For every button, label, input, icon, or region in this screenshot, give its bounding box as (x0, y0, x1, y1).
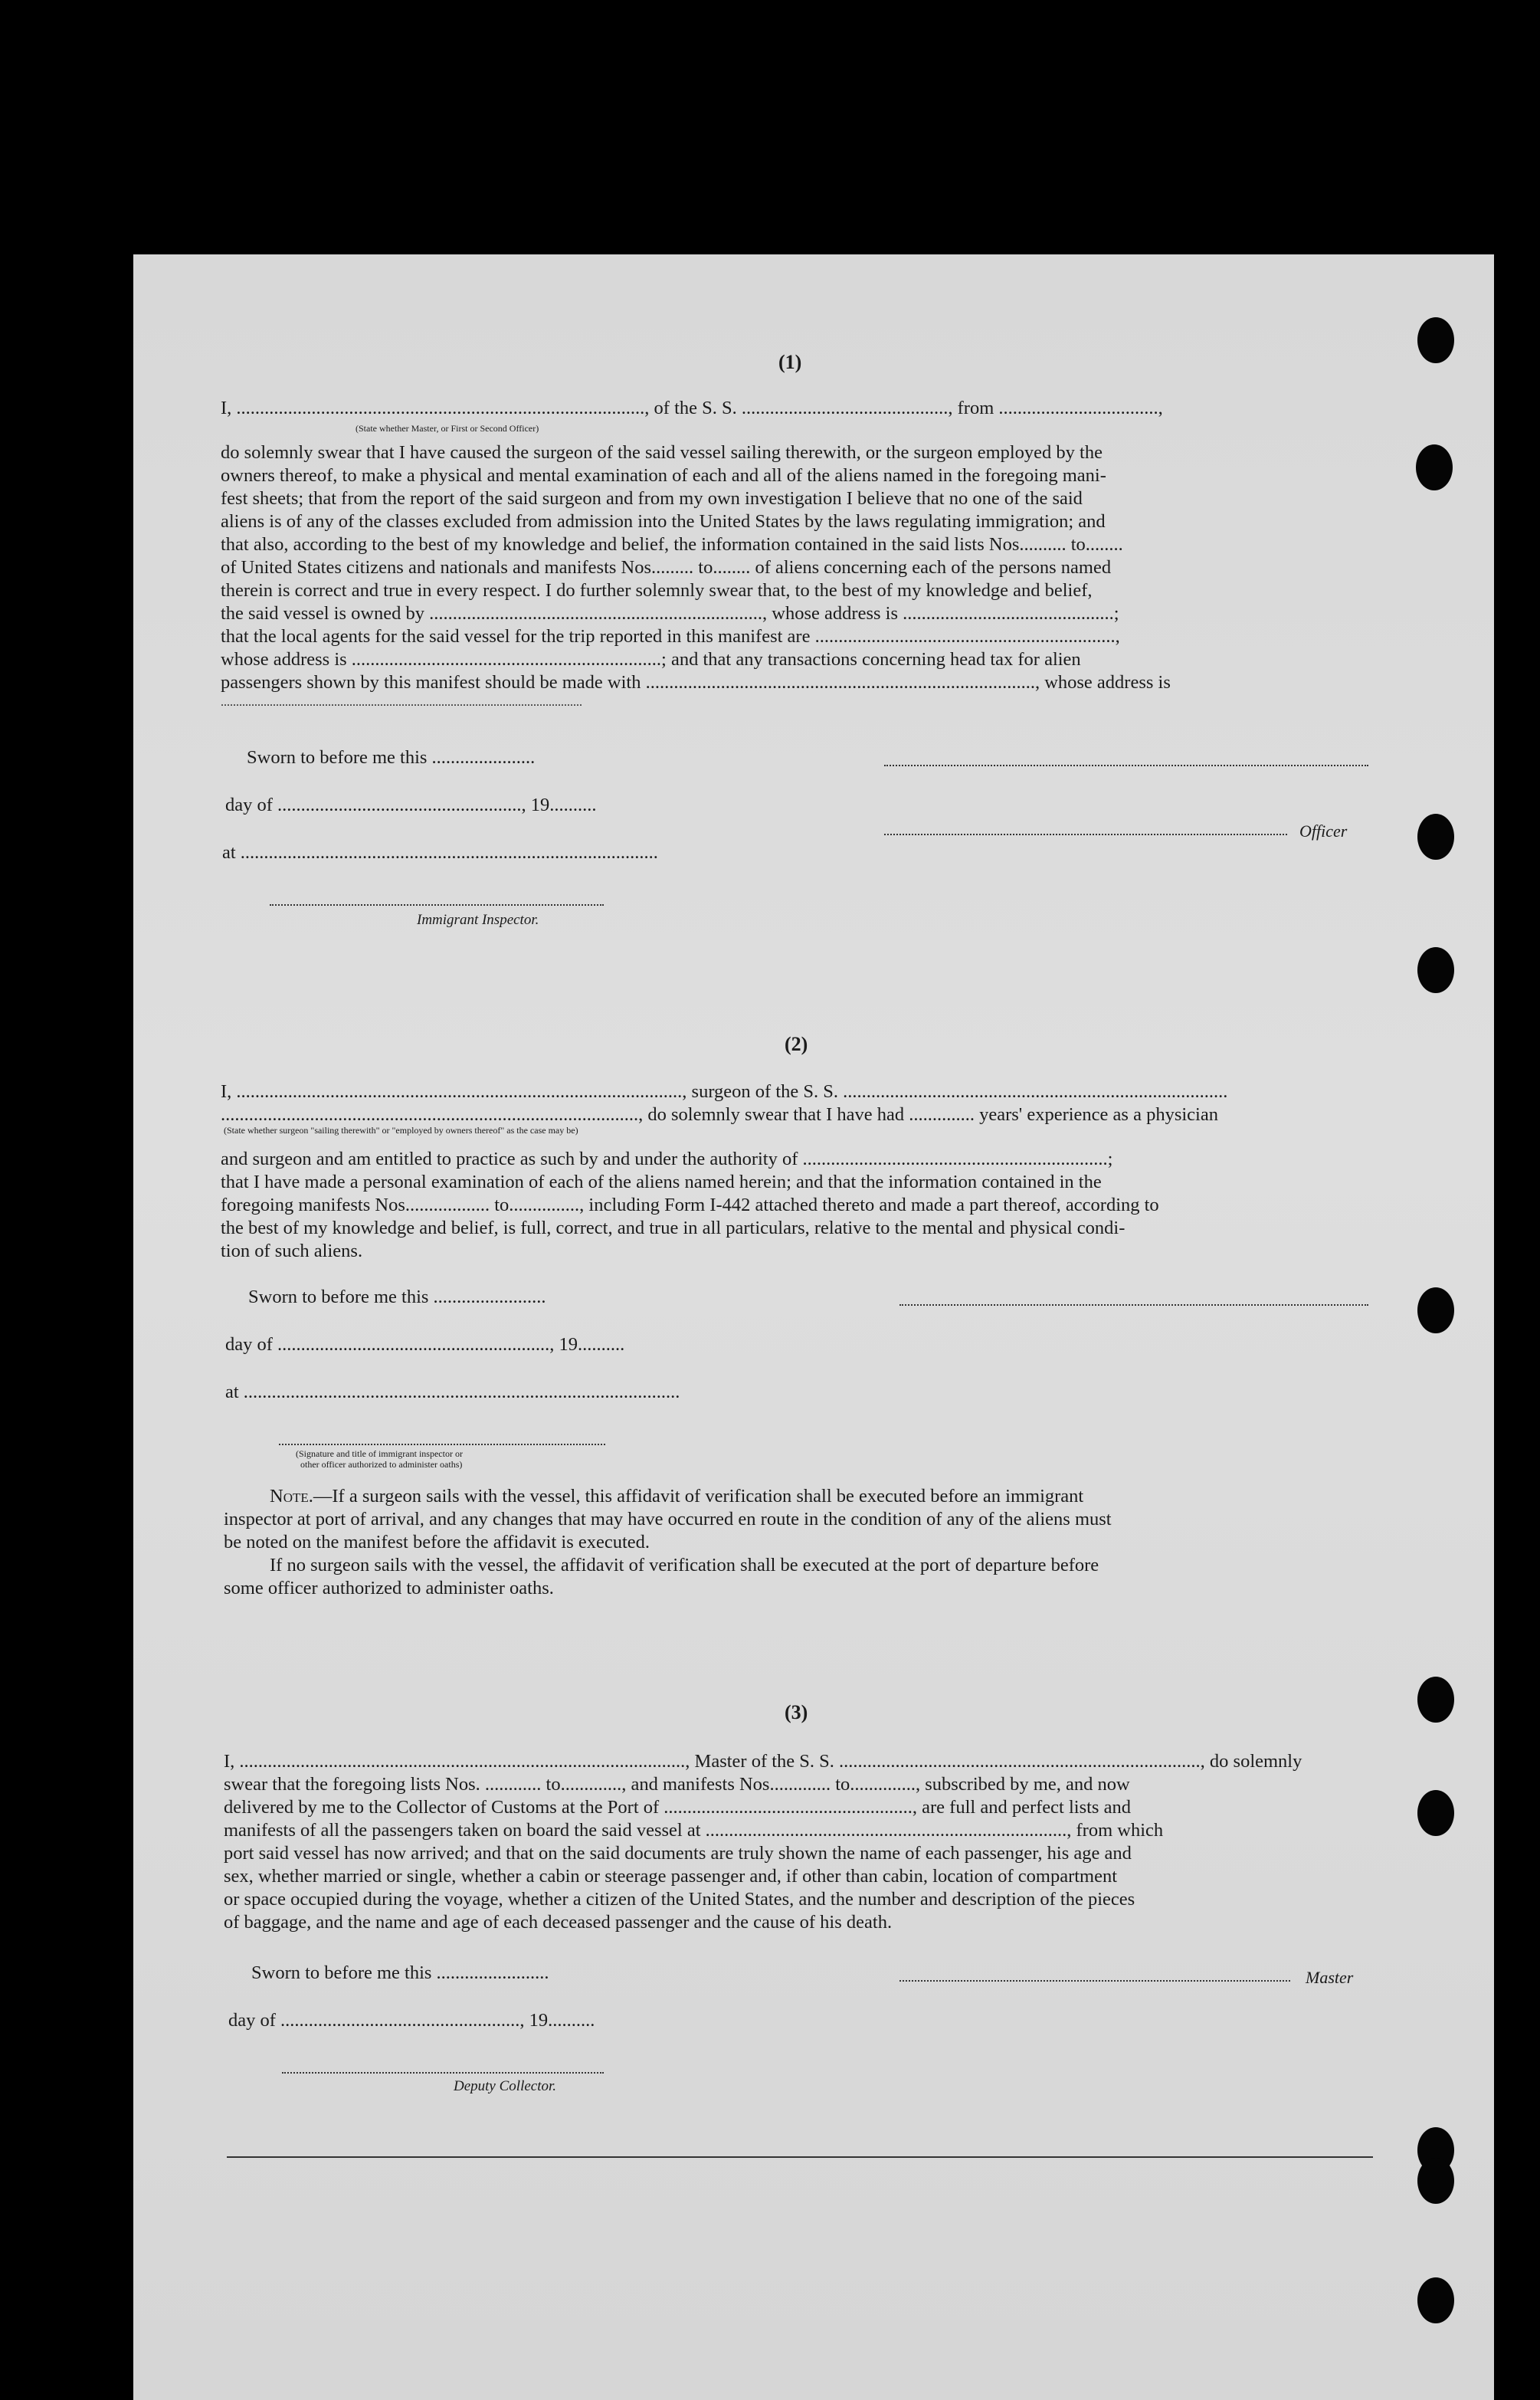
punch-hole (1417, 947, 1454, 993)
section-3-body-line: port said vessel has now arrived; and that on the said documents are truly shown the name of each passenger, his age and (224, 1843, 1132, 1864)
section-1-sworn-line: Sworn to before me this ...................... (247, 747, 536, 768)
note-text: —If a surgeon sails with the vessel, this affidavit of verification shall be executed before an immigrant (313, 1486, 1084, 1507)
officer-signature-line-2 (884, 834, 1287, 835)
section-2-surgeon-note: (State whether surgeon "sailing therewith" or "employed by owners thereof" as the case may be) (224, 1125, 578, 1136)
section-2-note-line: be noted on the manifest before the affidavit is executed. (224, 1532, 650, 1552)
section-3-body-line: delivered by me to the Collector of Customs at the Port of ....................................................., are full and perfect lists and (224, 1797, 1131, 1818)
section-3-body-line: manifests of all the passengers taken on board the said vessel at ............................................................................., from which (224, 1820, 1164, 1841)
section-1-body-line: aliens is of any of the classes excluded from admission into the United States by the laws regulating immigration; and (221, 511, 1106, 532)
inspector-signature-line (270, 904, 604, 906)
section-1-officer-note: (State whether Master, or First or Second Officer) (356, 423, 539, 434)
master-label: Master (1306, 1968, 1354, 1987)
section-1-number: (1) (778, 351, 802, 373)
section-1-at-line: at ......................................................................................... (222, 842, 658, 863)
collector-signature-line (282, 2072, 604, 2074)
section-2-note-line: If no surgeon sails with the vessel, the affidavit of verification shall be executed at the port of departure before (270, 1555, 1099, 1575)
manifest-page (133, 254, 1494, 2400)
section-3-sworn-line: Sworn to before me this ........................ (251, 1962, 549, 1983)
section-3-body-line: sex, whether married or single, whether a cabin or steerage passenger and, if other than cabin, location of compartment (224, 1866, 1118, 1887)
section-2-body-line: the best of my knowledge and belief, is full, correct, and true in all particulars, relative to the mental and physical condi- (221, 1218, 1126, 1238)
inspector-label: Immigrant Inspector. (417, 912, 539, 928)
section-3-body-line: swear that the foregoing lists Nos. ............ to............., and manifests Nos............. to.............., subscribed by me, and now (224, 1774, 1130, 1795)
section-2-sworn-line: Sworn to before me this ........................ (248, 1287, 546, 1307)
section-2-experience-line: ........................................................................................., do solemnly swear that I have had .............. years' experience as a physician (221, 1104, 1218, 1125)
section-1-body-line: therein is correct and true in every respect. I do further solemnly swear that, to the best of my knowledge and belief, (221, 580, 1093, 601)
punch-hole (1417, 1287, 1454, 1333)
section-2-note (270, 1485, 1427, 1508)
bottom-rule (227, 2156, 1373, 2158)
section-3-number: (3) (785, 1701, 808, 1723)
punch-hole (1417, 1790, 1454, 1836)
section-1-body-line: that also, according to the best of my knowledge and belief, the information contained in the said lists Nos.......... to........ (221, 534, 1123, 555)
section-1-body-line: of United States citizens and nationals and manifests Nos......... to........ of aliens concerning each of the persons named (221, 557, 1112, 578)
section-1-body-line: ...................................................................................................................... (221, 696, 582, 709)
section-3-body-line: I, ..............................................................................................., Master of the S. S. ............................................................................., do solemnly (224, 1751, 1302, 1772)
section-2-body-line: and surgeon and am entitled to practice as such by and under the authority of .................................................................; (221, 1149, 1113, 1169)
master-signature-line (899, 1980, 1290, 1982)
section-2-signature-note: other officer authorized to administer oaths) (300, 1459, 463, 1470)
punch-hole (1417, 2158, 1454, 2204)
section-2-number: (2) (785, 1033, 808, 1055)
section-1-body-line: passengers shown by this manifest should be made with ..................................................................................., whose address is (221, 672, 1171, 693)
punch-hole (1417, 814, 1454, 860)
section-1-day-line: day of ...................................................., 19.......... (225, 795, 597, 815)
section-2-at-line: at ............................................................................................. (225, 1382, 680, 1402)
section-1-body-line: whose address is ..................................................................; and that any transactions concerning head tax for alien (221, 649, 1081, 670)
punch-hole (1417, 2277, 1454, 2323)
section-2-signature-note: (Signature and title of immigrant inspector or (296, 1448, 463, 1459)
section-1-body-line: do solemnly swear that I have caused the surgeon of the said vessel sailing therewith, or the surgeon employed by the (221, 442, 1103, 463)
section-1-opening-line: I, ......................................................................................., of the S. S. ............................................, from .................................., (221, 398, 1163, 418)
section-2-body-line: foregoing manifests Nos.................. to..............., including Form I-442 attached thereto and made a part thereof, according to (221, 1195, 1159, 1215)
section-2-day-line: day of .........................................................., 19.......... (225, 1334, 625, 1355)
section-2-body-line: tion of such aliens. (221, 1241, 363, 1261)
section-2-inspector-signature-line (279, 1444, 605, 1445)
section-1-body-line: the said vessel is owned by ......................................................................., whose address is .............................................; (221, 603, 1119, 624)
section-1-body-line: owners thereof, to make a physical and mental examination of each and all of the aliens named in the foregoing mani- (221, 465, 1106, 486)
punch-hole (1417, 317, 1454, 363)
punch-hole (1416, 444, 1453, 490)
note-label: Note. (270, 1486, 313, 1507)
section-3-body-line: of baggage, and the name and age of each deceased passenger and the cause of his death. (224, 1912, 893, 1933)
officer-signature-line-1 (884, 765, 1368, 766)
section-3-body-line: or space occupied during the voyage, whether a citizen of the United States, and the number and description of the pieces (224, 1889, 1135, 1910)
officer-label: Officer (1299, 821, 1348, 841)
section-2-officer-signature-line (899, 1304, 1368, 1306)
section-3-day-line: day of ..................................................., 19.......... (228, 2010, 595, 2031)
section-1-body-line: that the local agents for the said vessel for the trip reported in this manifest are ................................................................, (221, 626, 1120, 647)
section-2-opening-line: I, ..............................................................................................., surgeon of the S. S. .................................................................................. (221, 1081, 1228, 1102)
section-2-note-line: inspector at port of arrival, and any changes that may have occurred en route in the condition of any of the aliens must (224, 1509, 1112, 1530)
section-2-body-line: that I have made a personal examination of each of the aliens named herein; and that the information contained in the (221, 1172, 1102, 1192)
punch-hole (1417, 1677, 1454, 1723)
section-1-body-line: fest sheets; that from the report of the said surgeon and from my own investigation I believe that no one of the said (221, 488, 1083, 509)
section-2-note-line: some officer authorized to administer oaths. (224, 1578, 554, 1598)
collector-label: Deputy Collector. (454, 2078, 557, 2094)
